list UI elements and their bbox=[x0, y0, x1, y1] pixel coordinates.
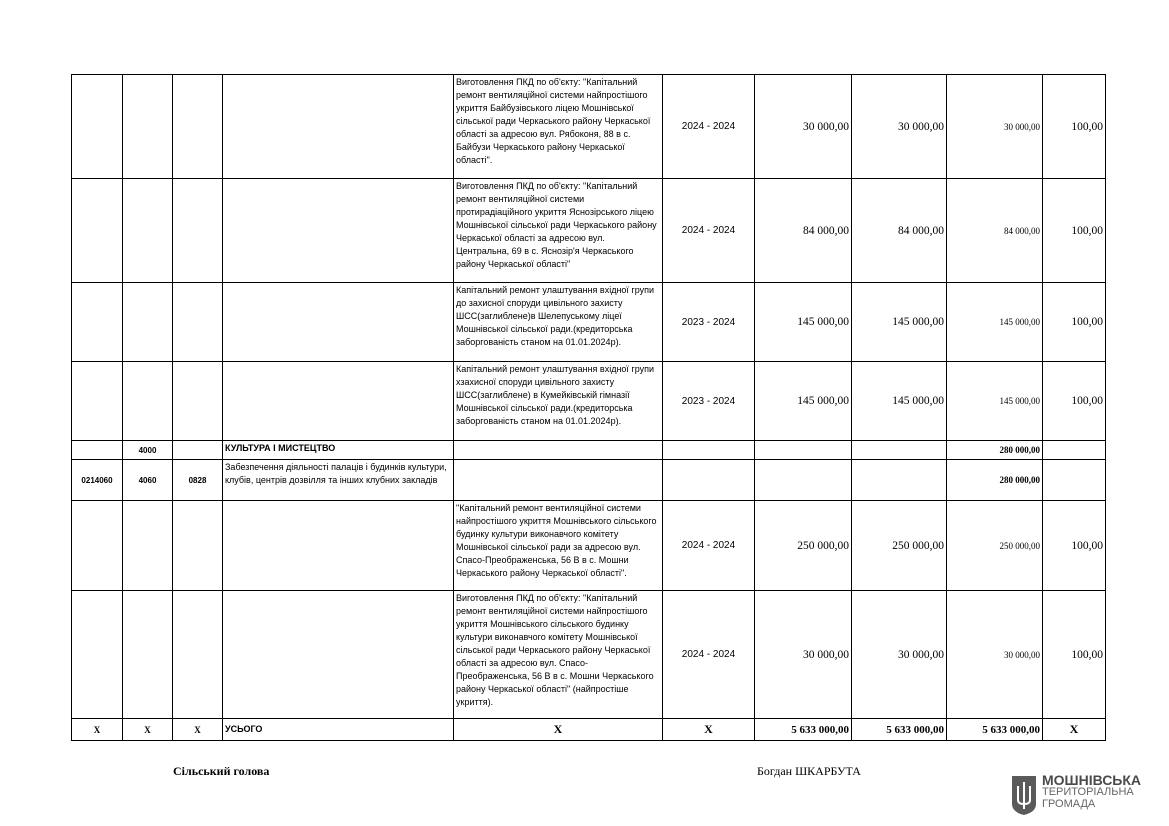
total-cost-cell: 84 000,00 bbox=[755, 179, 852, 283]
program-name-cell bbox=[223, 75, 454, 179]
table-row bbox=[72, 591, 1106, 719]
total-cost-cell: 30 000,00 bbox=[755, 75, 852, 179]
period-cell: 2023 - 2024 bbox=[663, 283, 755, 362]
empty-cell bbox=[852, 441, 947, 460]
budget-amount-cell: 145 000,00 bbox=[947, 283, 1043, 362]
logo-line-1: МОШНІВСЬКА bbox=[1042, 772, 1142, 788]
total-label-cell: УСЬОГО bbox=[223, 719, 454, 741]
program-code-cell: 0214060 bbox=[72, 460, 123, 501]
object-name-cell: Виготовлення ПКД по об'єкту: "Капітальний ремонт вентиляційної системи протирадіаційного укриття Яснозірського ліцею Мошнівської сільської ради Черкаського району Черкаської області за адресою вул. Центральна, 69 в с. Яснозір'я Черкаського району Черкаської області" bbox=[454, 179, 663, 283]
empty-cell bbox=[123, 591, 173, 719]
total-cost-sum-cell: 5 633 000,00 bbox=[755, 719, 852, 741]
empty-cell bbox=[755, 460, 852, 501]
estimated-cost-cell: 30 000,00 bbox=[852, 591, 947, 719]
total-cost-cell: 30 000,00 bbox=[755, 591, 852, 719]
program-name-cell bbox=[223, 283, 454, 362]
total-cost-cell: 145 000,00 bbox=[755, 283, 852, 362]
empty-cell bbox=[173, 441, 223, 460]
readiness-percent-cell: 100,00 bbox=[1043, 591, 1106, 719]
empty-cell bbox=[454, 441, 663, 460]
empty-cell bbox=[72, 441, 123, 460]
program-name-cell bbox=[223, 179, 454, 283]
kfkvk-cell bbox=[173, 179, 223, 283]
logo-line-3: ГРОМАДА bbox=[1042, 798, 1096, 810]
kpkvk-cell bbox=[123, 179, 173, 283]
kpkvk-cell: 4060 bbox=[123, 460, 173, 501]
kpkvk-cell bbox=[123, 362, 173, 441]
table-row bbox=[72, 283, 1106, 362]
estimated-sum-cell: 5 633 000,00 bbox=[852, 719, 947, 741]
kfkvk-cell: 0828 bbox=[173, 460, 223, 501]
budget-amount-cell: 30 000,00 bbox=[947, 591, 1043, 719]
budget-amount-cell: 145 000,00 bbox=[947, 362, 1043, 441]
section-name-cell: КУЛЬТУРА І МИСТЕЦТВО bbox=[223, 441, 454, 460]
budget-amount-cell: 30 000,00 bbox=[947, 75, 1043, 179]
period-cell: 2024 - 2024 bbox=[663, 501, 755, 591]
estimated-cost-cell: 250 000,00 bbox=[852, 501, 947, 591]
budget-amount-cell: 250 000,00 bbox=[947, 501, 1043, 591]
period-cell: 2024 - 2024 bbox=[663, 179, 755, 283]
estimated-cost-cell: 145 000,00 bbox=[852, 362, 947, 441]
readiness-percent-cell: 100,00 bbox=[1043, 75, 1106, 179]
object-name-cell: Капітальний ремонт улаштування вхідної групи до захисної споруди цивільного захисту ШСС(заглиблене)в Шелепуському ліцеї Мошнівської сільської ради.(кредиторська заборгованість станом на 01.01.2024р). bbox=[454, 283, 663, 362]
empty-cell bbox=[223, 501, 454, 591]
empty-cell bbox=[223, 591, 454, 719]
empty-cell bbox=[1043, 460, 1106, 501]
empty-cell bbox=[852, 460, 947, 501]
period-cell: 2024 - 2024 bbox=[663, 75, 755, 179]
program-row bbox=[72, 460, 1106, 501]
empty-cell bbox=[663, 460, 755, 501]
kpkvk-cell bbox=[123, 75, 173, 179]
kfkvk-cell bbox=[173, 283, 223, 362]
program-code-cell bbox=[72, 179, 123, 283]
table-row bbox=[72, 501, 1106, 591]
trident-emblem-icon bbox=[1010, 774, 1038, 816]
section-budget-cell: 280 000,00 bbox=[947, 441, 1043, 460]
kfkvk-cell bbox=[173, 75, 223, 179]
budget-sum-cell: 5 633 000,00 bbox=[947, 719, 1043, 741]
empty-cell bbox=[123, 501, 173, 591]
total-row bbox=[72, 719, 1106, 741]
kfkvk-cell bbox=[173, 362, 223, 441]
table-row bbox=[72, 362, 1106, 441]
empty-cell bbox=[454, 460, 663, 501]
total-x-cell: X bbox=[72, 719, 123, 741]
total-cost-cell: 250 000,00 bbox=[755, 501, 852, 591]
empty-cell bbox=[72, 591, 123, 719]
program-budget-cell: 280 000,00 bbox=[947, 460, 1043, 501]
empty-cell bbox=[755, 441, 852, 460]
readiness-percent-cell: 100,00 bbox=[1043, 179, 1106, 283]
total-x-cell: X bbox=[663, 719, 755, 741]
capital-investment-table bbox=[71, 74, 1106, 741]
readiness-percent-cell: 100,00 bbox=[1043, 362, 1106, 441]
program-name-cell: Забезпечення діяльності палаців і будинків культури, клубів, центрів дозвілля та інших клубних закладів bbox=[223, 460, 454, 501]
period-cell: 2023 - 2024 bbox=[663, 362, 755, 441]
budget-amount-cell: 84 000,00 bbox=[947, 179, 1043, 283]
empty-cell bbox=[1043, 441, 1106, 460]
estimated-cost-cell: 30 000,00 bbox=[852, 75, 947, 179]
kpkvk-cell bbox=[123, 283, 173, 362]
object-name-cell: Капітальний ремонт улаштування вхідної групи хзахисної споруди цивільного захисту ШСС(заглиблене) в Кумейківській гімназії Мошнівської сільської ради.(кредиторська заборгованість станом на 01.01.2024р). bbox=[454, 362, 663, 441]
readiness-percent-cell: 100,00 bbox=[1043, 501, 1106, 591]
signature-name: Богдан ШКАРБУТА bbox=[757, 764, 861, 778]
readiness-percent-cell: 100,00 bbox=[1043, 283, 1106, 362]
total-x-cell: X bbox=[173, 719, 223, 741]
logo-line-2: ТЕРИТОРІАЛЬНА bbox=[1042, 786, 1134, 798]
community-logo bbox=[1010, 772, 1155, 818]
object-name-cell: "Капітальний ремонт вентиляційної системи найпростішого укриття Мошнівського сільського будинку культури виконавчого комітету Мошнівської сільської ради за адресою вул. Спасо-Преображенська, 56 В в с. Мошни Черкаського району Черкаської області". bbox=[454, 501, 663, 591]
empty-cell bbox=[72, 501, 123, 591]
program-code-cell bbox=[72, 283, 123, 362]
object-name-cell: Виготовлення ПКД по об'єкту: "Капітальний ремонт вентиляційної системи найпростішого укриття Мошнівського сільського будинку культури виконавчого комітету Мошнівської сільської ради Черкаського району Черкаської області за адресою вул. Спасо-Преображенська, 56 В в с. Мошни Черкаського району Черкаської області" (найпростіше укриття). bbox=[454, 591, 663, 719]
period-cell: 2024 - 2024 bbox=[663, 591, 755, 719]
table-row bbox=[72, 179, 1106, 283]
empty-cell bbox=[663, 441, 755, 460]
section-code-cell: 4000 bbox=[123, 441, 173, 460]
total-cost-cell: 145 000,00 bbox=[755, 362, 852, 441]
section-row bbox=[72, 441, 1106, 460]
empty-cell bbox=[173, 591, 223, 719]
total-x-cell: X bbox=[123, 719, 173, 741]
table-row bbox=[72, 75, 1106, 179]
empty-cell bbox=[173, 501, 223, 591]
total-x-cell: X bbox=[454, 719, 663, 741]
program-name-cell bbox=[223, 362, 454, 441]
program-code-cell bbox=[72, 362, 123, 441]
estimated-cost-cell: 84 000,00 bbox=[852, 179, 947, 283]
program-code-cell bbox=[72, 75, 123, 179]
object-name-cell: Виготовлення ПКД по об'єкту: "Капітальний ремонт вентиляційної системи найпростішого укриття Байбузівського ліцею Мошнівської сільської ради Черкаського району Черкаської області за адресою вул. Рябоконя, 88 в с. Байбузи Черкаського району Черкаської області". bbox=[454, 75, 663, 179]
logo-text bbox=[1042, 774, 1141, 810]
estimated-cost-cell: 145 000,00 bbox=[852, 283, 947, 362]
signature-title: Сільський голова bbox=[173, 764, 270, 778]
total-x-cell: X bbox=[1043, 719, 1106, 741]
